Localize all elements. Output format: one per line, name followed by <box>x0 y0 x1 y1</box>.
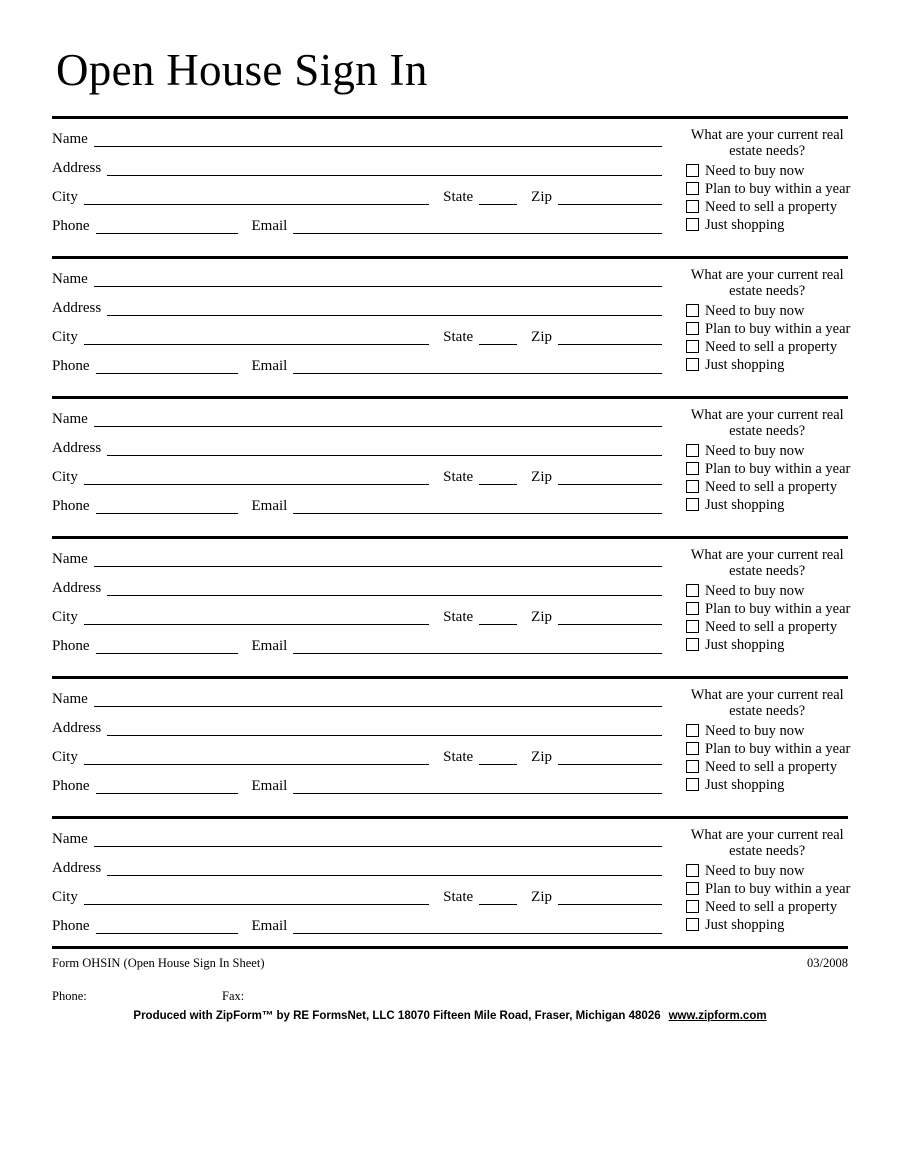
city-input[interactable] <box>84 890 429 905</box>
address-row <box>52 856 662 876</box>
address-row <box>52 156 662 176</box>
city-label: City <box>52 608 78 625</box>
state-label: State <box>443 608 474 625</box>
needs-option-label: Plan to buy within a year <box>705 180 851 197</box>
needs-column <box>670 547 850 656</box>
name-label: Name <box>52 550 88 567</box>
city-input[interactable] <box>84 750 429 765</box>
name-input[interactable] <box>94 412 662 427</box>
footer-contact <box>52 971 848 1004</box>
needs-option-label: Need to buy now <box>705 162 805 179</box>
address-label: Address <box>52 159 102 176</box>
address-input[interactable] <box>107 161 662 176</box>
phone-email-row <box>52 214 662 234</box>
needs-option-buy-now[interactable] <box>686 303 850 319</box>
needs-question: What are your current real estate needs? <box>690 686 844 719</box>
city-state-zip-row <box>52 465 662 485</box>
needs-option-sell[interactable] <box>686 899 850 915</box>
needs-option-label: Plan to buy within a year <box>705 320 851 337</box>
needs-option-buy-year[interactable] <box>686 741 850 757</box>
zipform-link[interactable]: www.zipform.com <box>668 1009 767 1022</box>
address-label: Address <box>52 859 102 876</box>
name-label: Name <box>52 690 88 707</box>
produced-text: Produced with ZipForm™ by RE FormsNet, LLC 18070 Fifteen Mile Road, Fraser, Michigan 48026 <box>133 1009 661 1022</box>
city-state-zip-row <box>52 325 662 345</box>
city-label: City <box>52 468 78 485</box>
name-label: Name <box>52 410 88 427</box>
address-input[interactable] <box>107 721 662 736</box>
phone-email-row <box>52 634 662 654</box>
state-input[interactable] <box>479 610 517 625</box>
needs-column <box>670 407 850 516</box>
phone-label: Phone <box>52 217 90 234</box>
needs-option-label: Need to buy now <box>705 442 805 459</box>
zip-input[interactable] <box>558 470 662 485</box>
email-label: Email <box>251 917 288 934</box>
city-input[interactable] <box>84 470 429 485</box>
needs-question: What are your current real estate needs? <box>690 546 844 579</box>
phone-email-row <box>52 494 662 514</box>
email-label: Email <box>251 357 288 374</box>
needs-column <box>670 827 850 936</box>
address-input[interactable] <box>107 441 662 456</box>
name-label: Name <box>52 270 88 287</box>
footer-produced <box>52 1004 848 1022</box>
zip-label: Zip <box>531 188 552 205</box>
email-label: Email <box>251 637 288 654</box>
city-input[interactable] <box>84 190 429 205</box>
checkbox-icon[interactable] <box>686 200 699 213</box>
city-state-zip-row <box>52 185 662 205</box>
zip-input[interactable] <box>558 330 662 345</box>
needs-option-sell[interactable] <box>686 759 850 775</box>
name-label: Name <box>52 830 88 847</box>
name-input[interactable] <box>94 132 662 147</box>
address-label: Address <box>52 579 102 596</box>
needs-option-sell[interactable] <box>686 199 850 215</box>
state-label: State <box>443 328 474 345</box>
phone-input[interactable] <box>96 219 238 234</box>
email-input[interactable] <box>293 499 662 514</box>
phone-input[interactable] <box>96 919 238 934</box>
needs-option-buy-now[interactable] <box>686 443 850 459</box>
address-row <box>52 296 662 316</box>
city-label: City <box>52 188 78 205</box>
zip-label: Zip <box>531 608 552 625</box>
state-label: State <box>443 468 474 485</box>
phone-email-row <box>52 354 662 374</box>
entry-fields <box>52 547 670 656</box>
address-input[interactable] <box>107 301 662 316</box>
footer-meta <box>52 949 848 971</box>
phone-label: Phone <box>52 357 90 374</box>
phone-input[interactable] <box>96 359 238 374</box>
address-label: Address <box>52 719 102 736</box>
state-input[interactable] <box>479 750 517 765</box>
needs-option-label: Need to sell a property <box>705 338 838 355</box>
name-row <box>52 687 662 707</box>
needs-option-label: Need to buy now <box>705 722 805 739</box>
needs-option-label: Need to buy now <box>705 582 805 599</box>
address-row <box>52 436 662 456</box>
signin-entry <box>52 119 851 242</box>
checkbox-icon[interactable] <box>686 742 699 755</box>
phone-label: Phone <box>52 917 90 934</box>
zip-input[interactable] <box>558 610 662 625</box>
entry-fields <box>52 267 670 376</box>
address-row <box>52 716 662 736</box>
needs-option-label: Just shopping <box>705 216 785 233</box>
state-input[interactable] <box>479 190 517 205</box>
signin-entry <box>52 539 851 662</box>
needs-option-buy-now[interactable] <box>686 863 850 879</box>
checkbox-icon[interactable] <box>686 602 699 615</box>
state-input[interactable] <box>479 470 517 485</box>
footer-phone-label: Phone: <box>52 988 87 1003</box>
checkbox-icon[interactable] <box>686 304 699 317</box>
checkbox-icon[interactable] <box>686 620 699 633</box>
needs-option-label: Plan to buy within a year <box>705 740 851 757</box>
needs-option-shopping[interactable] <box>686 357 850 373</box>
checkbox-icon[interactable] <box>686 164 699 177</box>
address-input[interactable] <box>107 861 662 876</box>
checkbox-icon[interactable] <box>686 638 699 651</box>
email-label: Email <box>251 217 288 234</box>
state-label: State <box>443 748 474 765</box>
city-label: City <box>52 748 78 765</box>
needs-option-buy-year[interactable] <box>686 601 850 617</box>
zip-label: Zip <box>531 328 552 345</box>
needs-question: What are your current real estate needs? <box>690 266 844 299</box>
zip-input[interactable] <box>558 190 662 205</box>
entry-fields <box>52 407 670 516</box>
state-label: State <box>443 188 474 205</box>
entry-fields <box>52 687 670 796</box>
form-date: 03/2008 <box>807 955 848 970</box>
needs-column <box>670 267 850 376</box>
needs-option-shopping[interactable] <box>686 917 850 933</box>
checkbox-icon[interactable] <box>686 498 699 511</box>
needs-option-label: Need to sell a property <box>705 898 838 915</box>
footer-fax-label: Fax: <box>222 988 245 1003</box>
needs-column <box>670 127 850 236</box>
checkbox-icon[interactable] <box>686 358 699 371</box>
phone-label: Phone <box>52 497 90 514</box>
needs-option-label: Need to sell a property <box>705 478 838 495</box>
zip-label: Zip <box>531 748 552 765</box>
checkbox-icon[interactable] <box>686 218 699 231</box>
state-label: State <box>443 888 474 905</box>
needs-option-buy-now[interactable] <box>686 163 850 179</box>
page-title: Open House Sign In <box>56 45 428 95</box>
checkbox-icon[interactable] <box>686 918 699 931</box>
email-label: Email <box>251 497 288 514</box>
city-input[interactable] <box>84 610 429 625</box>
checkbox-icon[interactable] <box>686 340 699 353</box>
needs-option-label: Just shopping <box>705 496 785 513</box>
state-input[interactable] <box>479 330 517 345</box>
needs-option-label: Plan to buy within a year <box>705 880 851 897</box>
name-row <box>52 267 662 287</box>
name-input[interactable] <box>94 692 662 707</box>
city-state-zip-row <box>52 885 662 905</box>
needs-option-label: Need to buy now <box>705 302 805 319</box>
zip-input[interactable] <box>558 750 662 765</box>
needs-option-buy-year[interactable] <box>686 321 850 337</box>
email-input[interactable] <box>293 359 662 374</box>
needs-option-sell[interactable] <box>686 339 850 355</box>
needs-option-label: Need to sell a property <box>705 198 838 215</box>
address-label: Address <box>52 439 102 456</box>
address-label: Address <box>52 299 102 316</box>
needs-option-sell[interactable] <box>686 479 850 495</box>
signin-entry <box>52 259 851 382</box>
email-input[interactable] <box>293 219 662 234</box>
phone-input[interactable] <box>96 639 238 654</box>
needs-option-label: Need to buy now <box>705 862 805 879</box>
needs-option-buy-year[interactable] <box>686 181 850 197</box>
needs-question: What are your current real estate needs? <box>690 126 844 159</box>
checkbox-icon[interactable] <box>686 760 699 773</box>
entry-fields <box>52 127 670 236</box>
needs-option-sell[interactable] <box>686 619 850 635</box>
name-row <box>52 547 662 567</box>
city-label: City <box>52 888 78 905</box>
signin-entry <box>52 399 851 522</box>
checkbox-icon[interactable] <box>686 322 699 335</box>
state-input[interactable] <box>479 890 517 905</box>
email-input[interactable] <box>293 919 662 934</box>
checkbox-icon[interactable] <box>686 724 699 737</box>
form-id: Form OHSIN (Open House Sign In Sheet) <box>52 955 265 970</box>
address-input[interactable] <box>107 581 662 596</box>
checkbox-icon[interactable] <box>686 900 699 913</box>
phone-input[interactable] <box>96 779 238 794</box>
needs-option-label: Just shopping <box>705 356 785 373</box>
address-row <box>52 576 662 596</box>
phone-label: Phone <box>52 777 90 794</box>
zip-label: Zip <box>531 468 552 485</box>
email-label: Email <box>251 777 288 794</box>
needs-option-label: Just shopping <box>705 916 785 933</box>
city-input[interactable] <box>84 330 429 345</box>
checkbox-icon[interactable] <box>686 584 699 597</box>
entry-fields <box>52 827 670 936</box>
name-row <box>52 827 662 847</box>
needs-option-buy-now[interactable] <box>686 723 850 739</box>
signin-entry <box>52 679 851 802</box>
checkbox-icon[interactable] <box>686 882 699 895</box>
phone-label: Phone <box>52 637 90 654</box>
zip-input[interactable] <box>558 890 662 905</box>
needs-option-buy-now[interactable] <box>686 583 850 599</box>
email-input[interactable] <box>293 639 662 654</box>
name-row <box>52 407 662 427</box>
phone-email-row <box>52 914 662 934</box>
city-state-zip-row <box>52 745 662 765</box>
needs-option-label: Need to sell a property <box>705 618 838 635</box>
needs-option-shopping[interactable] <box>686 637 850 653</box>
checkbox-icon[interactable] <box>686 444 699 457</box>
needs-option-label: Just shopping <box>705 776 785 793</box>
needs-column <box>670 687 850 796</box>
needs-question: What are your current real estate needs? <box>690 826 844 859</box>
needs-option-label: Plan to buy within a year <box>705 600 851 617</box>
zip-label: Zip <box>531 888 552 905</box>
needs-option-buy-year[interactable] <box>686 881 850 897</box>
checkbox-icon[interactable] <box>686 480 699 493</box>
name-row <box>52 127 662 147</box>
city-label: City <box>52 328 78 345</box>
needs-option-shopping[interactable] <box>686 497 850 513</box>
email-input[interactable] <box>293 779 662 794</box>
needs-option-shopping[interactable] <box>686 777 850 793</box>
phone-input[interactable] <box>96 499 238 514</box>
phone-email-row <box>52 774 662 794</box>
name-input[interactable] <box>94 832 662 847</box>
checkbox-icon[interactable] <box>686 864 699 877</box>
needs-question: What are your current real estate needs? <box>690 406 844 439</box>
needs-option-label: Plan to buy within a year <box>705 460 851 477</box>
checkbox-icon[interactable] <box>686 778 699 791</box>
needs-option-shopping[interactable] <box>686 217 850 233</box>
name-label: Name <box>52 130 88 147</box>
needs-option-label: Just shopping <box>705 636 785 653</box>
name-input[interactable] <box>94 272 662 287</box>
checkbox-icon[interactable] <box>686 182 699 195</box>
city-state-zip-row <box>52 605 662 625</box>
needs-option-buy-year[interactable] <box>686 461 850 477</box>
name-input[interactable] <box>94 552 662 567</box>
needs-option-label: Need to sell a property <box>705 758 838 775</box>
signin-entry <box>52 819 851 942</box>
checkbox-icon[interactable] <box>686 462 699 475</box>
